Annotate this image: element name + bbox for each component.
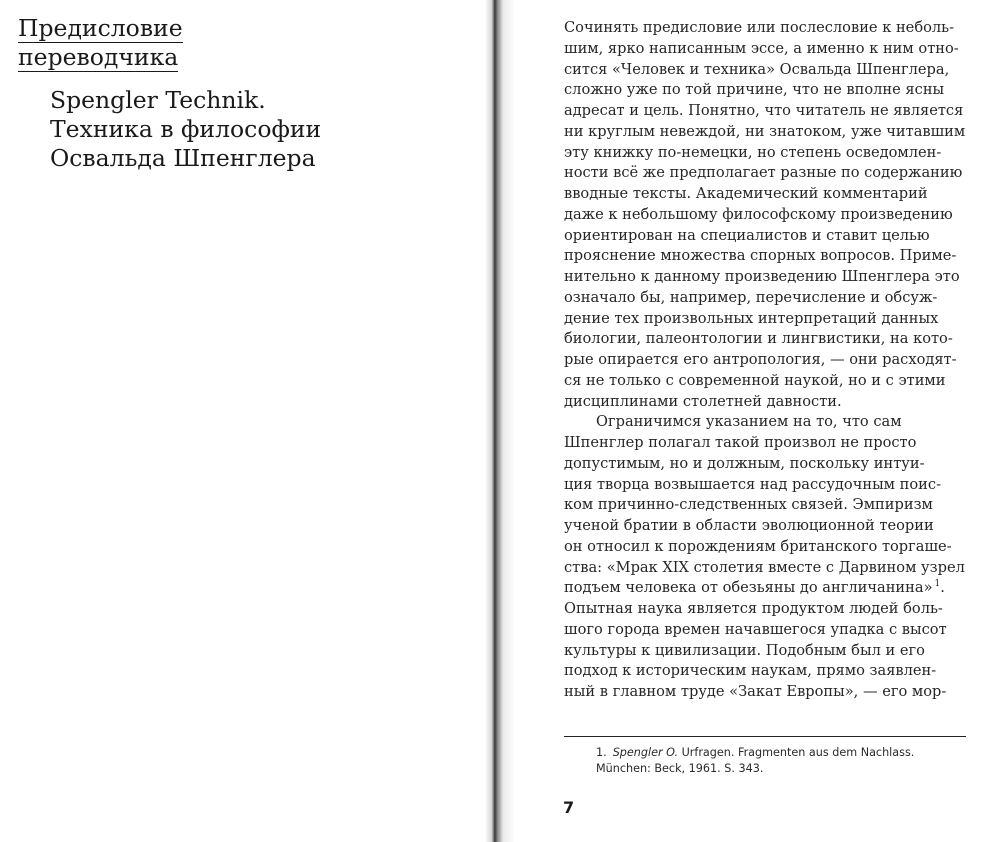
text-line: ности всё же предполагает разные по содержанию (564, 164, 963, 182)
footnote (596, 745, 956, 777)
text-line: дение тех произвольных интерпретаций данных (564, 309, 939, 327)
text-line: означало бы, например, перечисление и обсуж- (564, 288, 938, 306)
text-line: шим, ярко написанным эссе, а именно к ним отно- (564, 39, 959, 57)
text-line: он относил к порождениям британского торгаше- (564, 537, 952, 555)
text-line: Ограничимся указанием на то, что сам (596, 413, 902, 431)
text-line: ся не только с современной наукой, но и с этими (564, 371, 946, 389)
page-number: 7 (563, 798, 575, 817)
text-line-with-footnote: подъем человека от обезьяны до англичанина» $^1$. (564, 579, 945, 597)
text-line: допустимым, но и должным, поскольку интуи- (564, 454, 925, 472)
text-line: вводные тексты. Академический комментарий (564, 185, 928, 202)
subtitle-line: Техника в философии (50, 115, 322, 143)
footnote-title: Urfragen. Fragmenten aus dem Nachlass. (681, 746, 915, 759)
chapter-subtitle (50, 86, 321, 173)
text-line: адресат и цель. Понятно, что читатель не является (564, 102, 964, 119)
footnote-divider (564, 736, 966, 737)
text-line: Опытная наука является продуктом людей боль- (564, 600, 943, 617)
text-line: прояснение множества спорных вопросов. Приме- (564, 247, 957, 265)
text-line: ный в главном труде «Закат Европы», — его мор- (564, 683, 947, 700)
footnote-number: 1. (596, 746, 607, 759)
text-segment: подъем человека от обезьяны до англичанина» (564, 579, 933, 597)
text-line: ком причинно-следственных связей. Эмпиризм (564, 496, 933, 514)
section-title-line: переводчика (18, 43, 179, 71)
left-page (0, 0, 494, 842)
text-line: ция творца возвышается над рассудочным поис- (564, 475, 942, 493)
text-line: шого города времен начавшегося упадка с высот (564, 620, 947, 638)
footnote-reference[interactable]: 1 (934, 579, 941, 590)
text-line: даже к небольшому философскому произведению (564, 205, 953, 223)
section-title-line: Предисловие (18, 14, 183, 42)
text-line: нительно к данному произведению Шпенглера это (564, 268, 960, 285)
text-line: Сочинять предисловие или послесловие к неболь- (564, 19, 955, 36)
text-line: дисциплинами столетней давности. (564, 392, 842, 410)
footnote-line: München: Beck, 1961. S. 343. (596, 762, 764, 775)
text-line: культуры к цивилизации. Подобным был и его (564, 641, 925, 659)
footnote-line (596, 745, 956, 761)
subtitle-line: Spengler Technik. (50, 86, 266, 114)
text-line: сится «Человек и техника» Освальда Шпенглера, (564, 60, 950, 78)
subtitle-line: Освальда Шпенглера (50, 144, 316, 172)
section-title (18, 14, 183, 72)
text-line: ученой братии в области эволюционной теории (564, 517, 934, 534)
text-line: ориентирован на специалистов и ставит целью (564, 226, 930, 244)
book-gutter (485, 0, 515, 842)
footnote-author: Spengler O. (612, 746, 679, 759)
text-line: сложно уже по той причине, что не вполне ясны (564, 81, 945, 99)
text-line: биологии, палеонтологии и лингвистики, на кото- (564, 330, 953, 348)
text-line: Шпенглер полагал такой произвол не просто (564, 434, 917, 451)
text-line: эту книжку по-немецки, но степень осведомлен- (564, 143, 942, 161)
text-line: рые опирается его антропология, — они расходят- (564, 351, 957, 368)
body-text (564, 18, 966, 703)
text-line: ства: «Мрак XIX столетия вместе с Дарвином узрел (564, 558, 965, 576)
text-line: ни круглым невеждой, ни знатоком, уже читавшим (564, 122, 966, 140)
text-line: подход к историческим наукам, прямо заявлен- (564, 662, 937, 680)
